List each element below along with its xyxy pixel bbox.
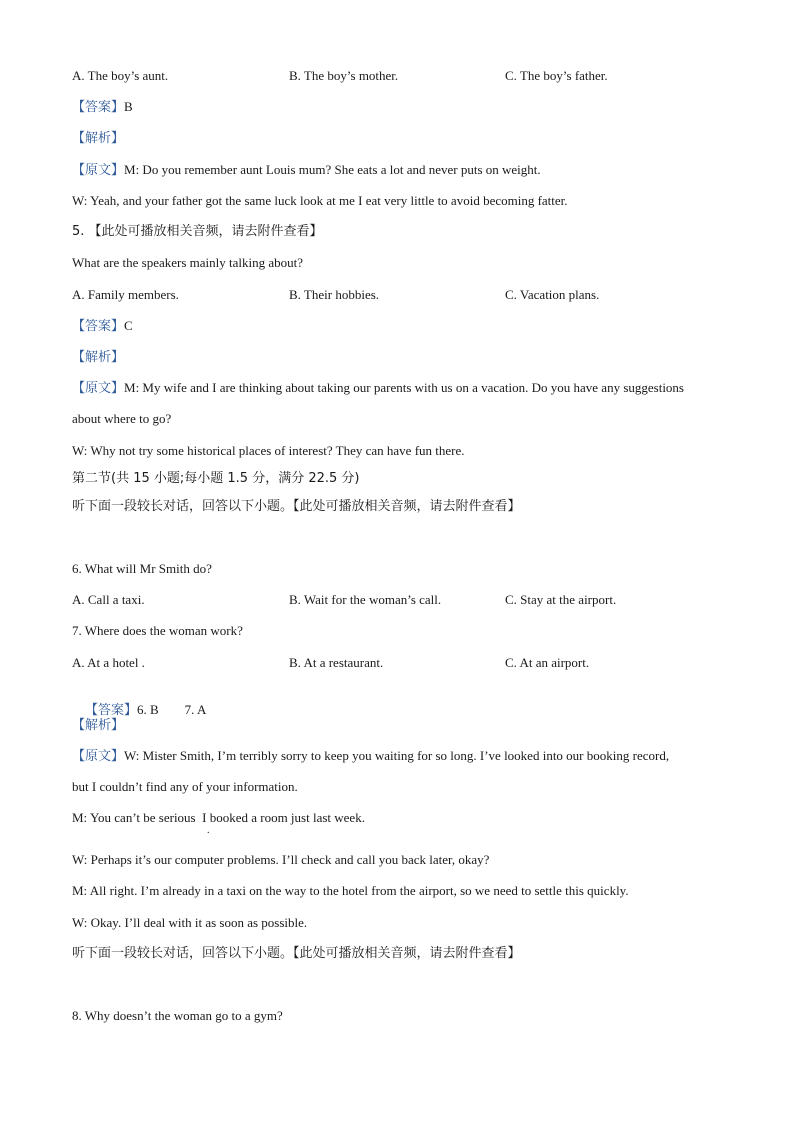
answer-tag: 【答案】 bbox=[72, 319, 125, 334]
analysis-tag: 【解析】 bbox=[72, 718, 125, 733]
q4-analysis bbox=[72, 130, 124, 147]
q7-transcript-line-1 bbox=[72, 748, 669, 765]
answer-value: 6. B 7. A bbox=[137, 702, 207, 717]
answer-value: B bbox=[124, 99, 133, 114]
answer-tag: 【答案】 bbox=[85, 703, 138, 718]
q7-question: 7. Where does the woman work? bbox=[72, 623, 243, 638]
q5-option-c: C. Vacation plans. bbox=[505, 287, 600, 302]
q7-option-b: B. At a restaurant. bbox=[289, 655, 384, 670]
q7-option-c: C. At an airport. bbox=[505, 655, 590, 670]
transcript-tag: 【原文】 bbox=[72, 749, 125, 764]
q4-answer bbox=[72, 99, 133, 116]
next-instruction: 听下面一段较长对话，回答以下小题。【此处可播放相关音频，请去附件查看】 bbox=[72, 946, 521, 961]
q6-option-a: A. Call a taxi. bbox=[72, 592, 145, 607]
transcript-text: M: My wife and I are thinking about taking our parents with us on a vacation. Do you have any suggestions bbox=[124, 380, 684, 395]
q5-transcript-line-2: about where to go? bbox=[72, 411, 172, 426]
q6-q7-analysis bbox=[72, 717, 124, 734]
transcript-text: M: Do you remember aunt Louis mum? She eats a lot and never puts on weight. bbox=[124, 162, 541, 177]
stray-dot: . bbox=[207, 825, 210, 836]
q7-transcript-line-6: W: Okay. I’ll deal with it as soon as possible. bbox=[72, 915, 308, 930]
q7-transcript-line-3: M: You can’t be serious I booked a room just last week. bbox=[72, 810, 365, 825]
analysis-tag: 【解析】 bbox=[72, 350, 125, 365]
q5-analysis bbox=[72, 349, 124, 366]
answer-tag: 【答案】 bbox=[72, 100, 125, 115]
q6-option-b: B. Wait for the woman’s call. bbox=[289, 592, 442, 607]
q5-answer bbox=[72, 318, 133, 335]
q5-transcript-line-1 bbox=[72, 380, 684, 397]
q7-transcript-line-2: but I couldn’t find any of your information. bbox=[72, 779, 298, 794]
answer-value: C bbox=[124, 318, 133, 333]
q6-question: 6. What will Mr Smith do? bbox=[72, 561, 212, 576]
transcript-tag: 【原文】 bbox=[72, 381, 125, 396]
q5-option-b: B. Their hobbies. bbox=[289, 287, 380, 302]
q4-option-b: B. The boy’s mother. bbox=[289, 68, 399, 83]
section-2-instruction: 听下面一段较长对话，回答以下小题。【此处可播放相关音频，请去附件查看】 bbox=[72, 499, 521, 514]
analysis-tag: 【解析】 bbox=[72, 131, 125, 146]
q7-option-a: A. At a hotel . bbox=[72, 655, 145, 670]
q4-transcript-line-1 bbox=[72, 162, 541, 179]
q4-option-a: A. The boy’s aunt. bbox=[72, 68, 169, 83]
q4-transcript-line-2: W: Yeah, and your father got the same luck look at me I eat very little to avoid becoming fatter. bbox=[72, 193, 568, 208]
transcript-tag: 【原文】 bbox=[72, 163, 125, 178]
q7-transcript-line-4: W: Perhaps it’s our computer problems. I’ll check and call you back later, okay? bbox=[72, 852, 490, 867]
q8-question: 8. Why doesn’t the woman go to a gym? bbox=[72, 1008, 283, 1023]
q4-option-c: C. The boy’s father. bbox=[505, 68, 608, 83]
q5-transcript-line-3: W: Why not try some historical places of interest? They can have fun there. bbox=[72, 443, 465, 458]
transcript-text: W: Mister Smith, I’m terribly sorry to keep you waiting for so long. I’ve looked into our booking record, bbox=[124, 748, 670, 763]
q6-option-c: C. Stay at the airport. bbox=[505, 592, 617, 607]
q7-transcript-line-5: M: All right. I’m already in a taxi on the way to the hotel from the airport, so we need to settle this quickly. bbox=[72, 883, 629, 898]
section-2-title: 第二节(共 15 小题;每小题 1.5 分，满分 22.5 分) bbox=[72, 471, 360, 486]
q5-question: What are the speakers mainly talking about? bbox=[72, 255, 304, 270]
q5-header: 5. 【此处可播放相关音频，请去附件查看】 bbox=[72, 224, 323, 239]
q5-option-a: A. Family members. bbox=[72, 287, 179, 302]
